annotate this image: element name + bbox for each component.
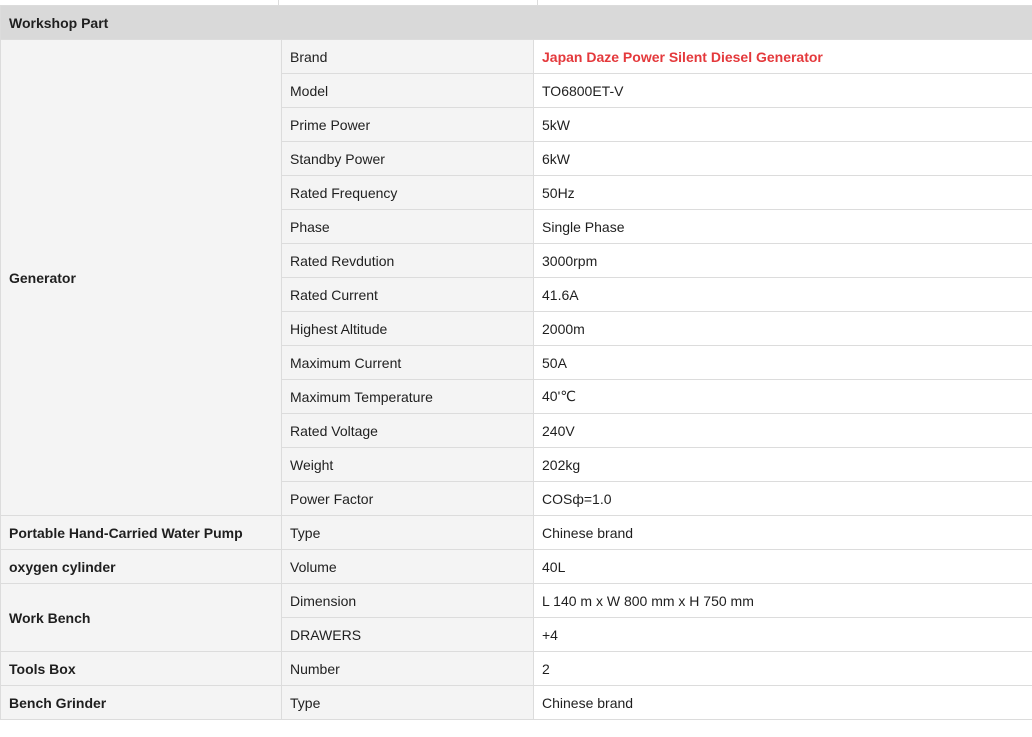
- column-divider: [278, 0, 279, 5]
- partial-row-above: [0, 0, 1032, 5]
- table-row: [1, 686, 1032, 720]
- spec-value-cell: Chinese brand: [534, 516, 1032, 550]
- column-divider: [537, 0, 538, 5]
- spec-value-cell: TO6800ET-V: [534, 74, 1032, 108]
- spec-value-cell: Single Phase: [534, 210, 1032, 244]
- table-row: [1, 652, 1032, 686]
- spec-label-cell: Volume: [282, 550, 534, 584]
- spec-value-cell: 202kg: [534, 448, 1032, 482]
- table-row: [1, 40, 1032, 74]
- spec-label-cell: Maximum Current: [282, 346, 534, 380]
- spec-value-cell: COSф=1.0: [534, 482, 1032, 516]
- category-cell-work-bench: Work Bench: [1, 584, 282, 652]
- spec-label-cell: Standby Power: [282, 142, 534, 176]
- category-cell-water-pump: Portable Hand-Carried Water Pump: [1, 516, 282, 550]
- spec-value-cell: 40L: [534, 550, 1032, 584]
- spec-value-cell: L 140 m x W 800 mm x H 750 mm: [534, 584, 1032, 618]
- spec-value-cell: 40'℃: [534, 380, 1032, 414]
- spec-value-cell: Chinese brand: [534, 686, 1032, 720]
- spec-label-cell: Number: [282, 652, 534, 686]
- spec-label-cell: Type: [282, 516, 534, 550]
- spec-value-cell: 240V: [534, 414, 1032, 448]
- spec-value-cell: 41.6A: [534, 278, 1032, 312]
- spec-label-cell: Brand: [282, 40, 534, 74]
- spec-table: [0, 5, 1032, 720]
- spec-value-cell: +4: [534, 618, 1032, 652]
- spec-value-cell: 5kW: [534, 108, 1032, 142]
- spec-label-cell: Prime Power: [282, 108, 534, 142]
- spec-label-cell: DRAWERS: [282, 618, 534, 652]
- category-cell-generator: Generator: [1, 40, 282, 516]
- spec-value-cell: 50A: [534, 346, 1032, 380]
- table-row: [1, 550, 1032, 584]
- spec-label-cell: Rated Frequency: [282, 176, 534, 210]
- spec-label-cell: Phase: [282, 210, 534, 244]
- spec-value-cell: 6kW: [534, 142, 1032, 176]
- spec-label-cell: Weight: [282, 448, 534, 482]
- page-title: Workshop Part: [1, 6, 1032, 40]
- spec-label-cell: Model: [282, 74, 534, 108]
- table-header-row: [1, 6, 1032, 40]
- spec-value-cell-brand: Japan Daze Power Silent Diesel Generator: [534, 40, 1032, 74]
- category-cell-bench-grinder: Bench Grinder: [1, 686, 282, 720]
- spec-value-cell: 2: [534, 652, 1032, 686]
- spec-value-cell: 50Hz: [534, 176, 1032, 210]
- spec-value-cell: 3000rpm: [534, 244, 1032, 278]
- spec-label-cell: Maximum Temperature: [282, 380, 534, 414]
- category-cell-tools-box: Tools Box: [1, 652, 282, 686]
- spec-label-cell: Rated Revdution: [282, 244, 534, 278]
- spec-label-cell: Highest Altitude: [282, 312, 534, 346]
- category-cell-oxygen-cylinder: oxygen cylinder: [1, 550, 282, 584]
- spec-label-cell: Type: [282, 686, 534, 720]
- table-row: [1, 516, 1032, 550]
- spec-value-cell: 2000m: [534, 312, 1032, 346]
- spec-label-cell: Rated Voltage: [282, 414, 534, 448]
- table-row: [1, 584, 1032, 618]
- spec-label-cell: Rated Current: [282, 278, 534, 312]
- spec-label-cell: Dimension: [282, 584, 534, 618]
- spec-label-cell: Power Factor: [282, 482, 534, 516]
